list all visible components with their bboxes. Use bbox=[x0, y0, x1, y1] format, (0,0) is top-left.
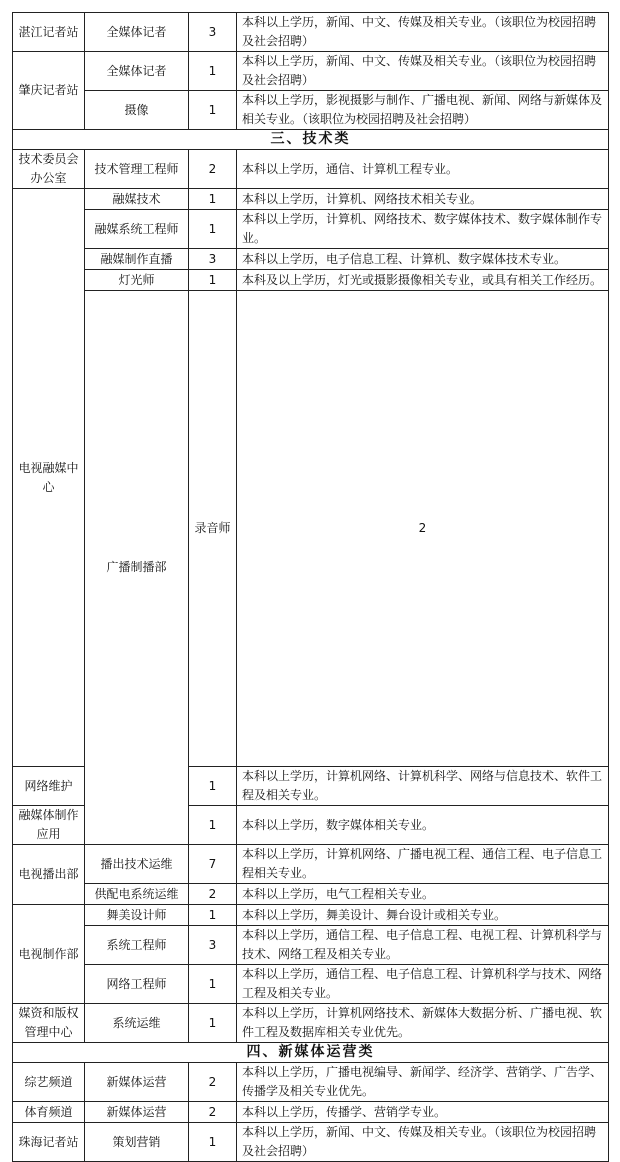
table-row bbox=[13, 270, 609, 291]
section-heading-row bbox=[13, 130, 609, 150]
table-row bbox=[13, 884, 609, 905]
table-row bbox=[13, 905, 609, 926]
requirement-cell: 本科以上学历，电气工程相关专业。 bbox=[237, 884, 609, 905]
requirement-cell: 本科以上学历，计算机网络技术、新媒体大数据分析、广播电视、软件工程及数据库相关专业优先。 bbox=[237, 1004, 609, 1043]
headcount-cell: 2 bbox=[189, 1102, 237, 1123]
section-heading: 三、技术类 bbox=[13, 130, 609, 150]
table-row bbox=[13, 1123, 609, 1162]
table-row bbox=[13, 965, 609, 1004]
requirement-cell: 本科以上学历，计算机、网络技术、数字媒体技术、数字媒体制作专业。 bbox=[237, 210, 609, 249]
headcount-cell: 2 bbox=[189, 150, 237, 189]
section-heading-row bbox=[13, 1043, 609, 1063]
headcount-cell: 1 bbox=[189, 1123, 237, 1162]
department-cell: 湛江记者站 bbox=[13, 13, 85, 52]
position-cell: 网络维护 bbox=[13, 767, 85, 806]
table-row bbox=[13, 150, 609, 189]
position-cell: 播出技术运维 bbox=[85, 845, 189, 884]
headcount-cell: 1 bbox=[189, 270, 237, 291]
table-row bbox=[13, 291, 609, 767]
position-cell: 灯光师 bbox=[85, 270, 189, 291]
headcount-cell: 3 bbox=[189, 926, 237, 965]
headcount-cell: 1 bbox=[189, 52, 237, 91]
headcount-cell: 1 bbox=[189, 767, 237, 806]
position-cell: 技术管理工程师 bbox=[85, 150, 189, 189]
position-cell: 全媒体记者 bbox=[85, 52, 189, 91]
headcount-cell: 1 bbox=[189, 210, 237, 249]
position-cell: 新媒体运营 bbox=[85, 1063, 189, 1102]
department-cell: 珠海记者站 bbox=[13, 1123, 85, 1162]
position-cell: 系统运维 bbox=[85, 1004, 189, 1043]
position-cell: 策划营销 bbox=[85, 1123, 189, 1162]
requirement-cell: 本科以上学历，通信工程、电子信息工程、计算机科学与技术、网络工程及相关专业。 bbox=[237, 965, 609, 1004]
section-heading: 四、新媒体运营类 bbox=[13, 1043, 609, 1063]
table-row bbox=[13, 52, 609, 91]
headcount-cell: 3 bbox=[189, 249, 237, 270]
requirement-cell: 本科以上学历，新闻、中文、传媒及相关专业。（该职位为校园招聘及社会招聘） bbox=[237, 13, 609, 52]
department-cell: 肇庆记者站 bbox=[13, 52, 85, 130]
recruitment-table bbox=[12, 12, 609, 1162]
department-cell: 广播制播部 bbox=[85, 291, 189, 845]
requirement-cell: 本科及以上学历，灯光或摄影摄像相关专业，或具有相关工作经历。 bbox=[237, 270, 609, 291]
department-cell: 媒资和版权管理中心 bbox=[13, 1004, 85, 1043]
requirement-cell: 本科以上学历，通信工程、电子信息工程、电视工程、计算机科学与技术、网络工程及相关专业。 bbox=[237, 926, 609, 965]
headcount-cell: 1 bbox=[189, 965, 237, 1004]
position-cell: 融媒技术 bbox=[85, 189, 189, 210]
requirement-cell: 本科以上学历，新闻、中文、传媒及相关专业。（该职位为校园招聘及社会招聘） bbox=[237, 52, 609, 91]
headcount-cell: 1 bbox=[189, 905, 237, 926]
table-row bbox=[13, 1004, 609, 1043]
requirement-cell: 本科以上学历，新闻、中文、传媒及相关专业。（该职位为校园招聘及社会招聘） bbox=[237, 1123, 609, 1162]
table-row bbox=[13, 91, 609, 130]
department-cell: 电视制作部 bbox=[13, 905, 85, 1004]
table-body bbox=[13, 13, 609, 1162]
position-cell: 融媒系统工程师 bbox=[85, 210, 189, 249]
table-row bbox=[13, 1063, 609, 1102]
headcount-cell: 1 bbox=[189, 806, 237, 845]
table-row bbox=[13, 926, 609, 965]
position-cell: 供配电系统运维 bbox=[85, 884, 189, 905]
table-row bbox=[13, 210, 609, 249]
requirement-cell: 本科以上学历，计算机网络、计算机科学、网络与信息技术、软件工程及相关专业。 bbox=[237, 767, 609, 806]
requirement-cell: 本科以上学历，计算机网络、广播电视工程、通信工程、电子信息工程相关专业。 bbox=[237, 845, 609, 884]
requirement-cell: 本科以上学历，计算机、网络技术相关专业。 bbox=[237, 189, 609, 210]
headcount-cell: 3 bbox=[189, 13, 237, 52]
department-cell: 电视播出部 bbox=[13, 845, 85, 905]
position-cell: 全媒体记者 bbox=[85, 13, 189, 52]
position-cell: 融媒制作直播 bbox=[85, 249, 189, 270]
table-row bbox=[13, 189, 609, 210]
requirement-cell: 本科以上学历，电子信息工程、计算机、数字媒体技术专业。 bbox=[237, 249, 609, 270]
position-cell: 网络工程师 bbox=[85, 965, 189, 1004]
department-cell: 体育频道 bbox=[13, 1102, 85, 1123]
position-cell: 摄像 bbox=[85, 91, 189, 130]
headcount-cell: 7 bbox=[189, 845, 237, 884]
table-row bbox=[13, 845, 609, 884]
requirement-cell: 本科以上学历，广播电视编导、新闻学、经济学、营销学、广告学、传播学及相关专业优先。 bbox=[237, 1063, 609, 1102]
headcount-cell: 2 bbox=[237, 291, 609, 767]
position-cell: 融媒体制作应用 bbox=[13, 806, 85, 845]
department-cell: 技术委员会办公室 bbox=[13, 150, 85, 189]
position-cell: 录音师 bbox=[189, 291, 237, 767]
table-row bbox=[13, 13, 609, 52]
headcount-cell: 1 bbox=[189, 1004, 237, 1043]
position-cell: 新媒体运营 bbox=[85, 1102, 189, 1123]
requirement-cell: 本科以上学历，舞美设计、舞台设计或相关专业。 bbox=[237, 905, 609, 926]
requirement-cell: 本科以上学历，传播学、营销学专业。 bbox=[237, 1102, 609, 1123]
headcount-cell: 2 bbox=[189, 884, 237, 905]
table-row bbox=[13, 1102, 609, 1123]
department-cell: 电视融媒中心 bbox=[13, 189, 85, 767]
requirement-cell: 本科以上学历，数字媒体相关专业。 bbox=[237, 806, 609, 845]
headcount-cell: 1 bbox=[189, 189, 237, 210]
department-cell: 综艺频道 bbox=[13, 1063, 85, 1102]
headcount-cell: 1 bbox=[189, 91, 237, 130]
table-row bbox=[13, 249, 609, 270]
headcount-cell: 2 bbox=[189, 1063, 237, 1102]
requirement-cell: 本科以上学历，通信、计算机工程专业。 bbox=[237, 150, 609, 189]
position-cell: 系统工程师 bbox=[85, 926, 189, 965]
position-cell: 舞美设计师 bbox=[85, 905, 189, 926]
requirement-cell: 本科以上学历，影视摄影与制作、广播电视、新闻、网络与新媒体及相关专业。（该职位为校园招聘及社会招聘） bbox=[237, 91, 609, 130]
